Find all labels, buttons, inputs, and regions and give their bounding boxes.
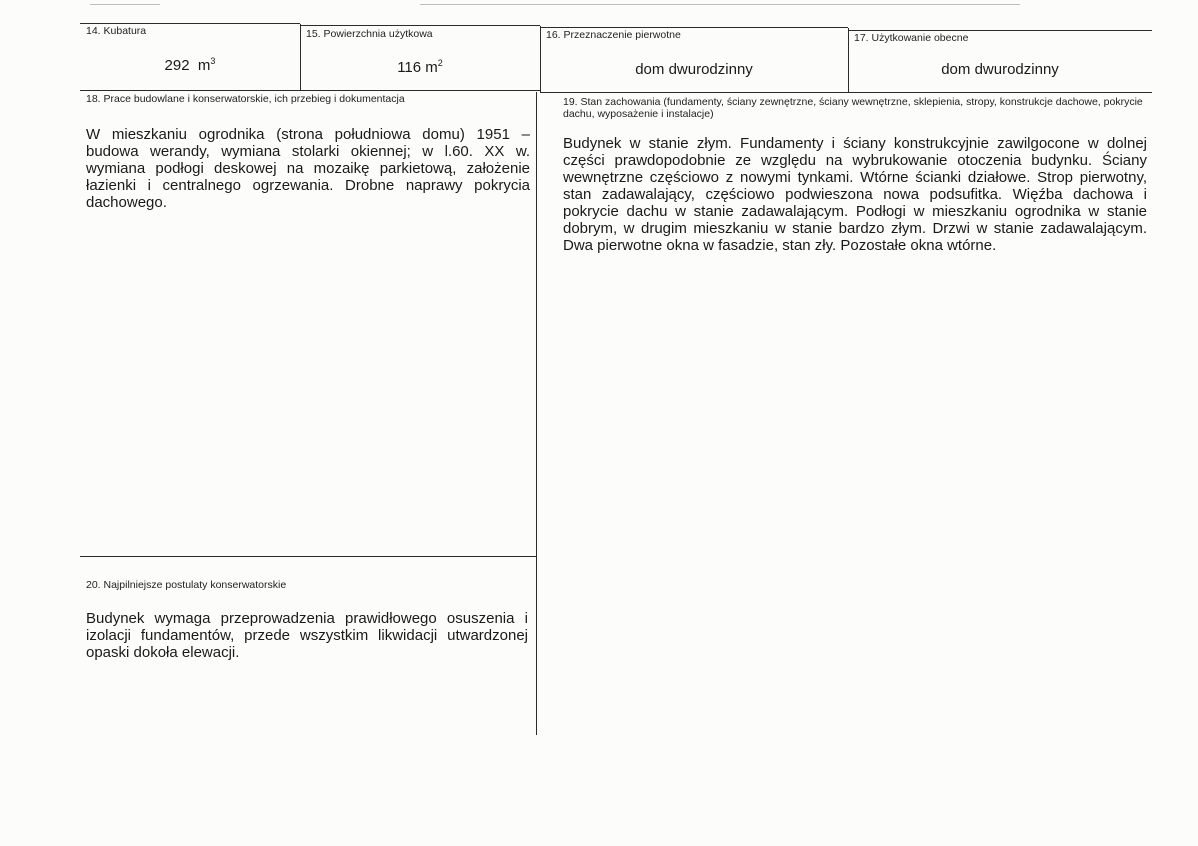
grid-line [80,90,540,91]
field-label: 16. Przeznaczenie pierwotne [546,29,681,41]
field-label: 14. Kubatura [86,25,147,37]
grid-line [536,92,537,735]
field-value: 292 $m^3$ [164,56,216,74]
grid-line [300,25,540,26]
field-label: 15. Powierzchnia użytkowa [306,28,433,40]
section-text: W mieszkaniu ogrodnika (strona południowa domu) 1951 – budowa werandy, wymiana stolarki okiennej; w l.60. XX w. wymiana podłogi deskowej na mozaikę parkietową, założenie łazienki i centralnego ogrzewania. Drobne naprawy pokrycia dachowego. [86,126,530,211]
field-value: dom dwurodzinny [635,61,753,78]
section-label: 19. Stan zachowania (fundamenty, ściany zewnętrzne, ściany wewnętrzne, sklepienia, stropy, konstrukcje dachowe, pokrycie dachu, wyposażenie i instalacje) [563,96,1143,120]
field-value: dom dwurodzinny [941,61,1059,78]
field-label: 17. Użytkowanie obecne [854,32,969,44]
scan-artifact-line [90,4,160,5]
grid-line [80,556,536,557]
grid-line [300,24,301,90]
grid-line [540,26,541,92]
section-text: Budynek w stanie złym. Fundamenty i ściany konstrukcyjnie zawilgocone w dolnej części prawdopodobnie ze względu na wybrukowanie otoczenia budynku. Ściany wewnętrzne częściowo z nowymi tynkami. Wtórne ścianki działowe. Strop pierwotny, stan zadawalający, częściowo podwieszona nowa podsufitka. Więźba dachowa i pokrycie dachu w stanie zadawalającym. Podłogi w mieszkaniu ogrodnika w stanie dobrym, w drugim mieszkaniu w stanie bardzo złym. Drzwi w stanie zadawalającym. Dwa pierwotne okna w fasadzie, stan zły. Pozostałe okna wtórne. [563,135,1147,254]
grid-line [540,92,1152,93]
grid-line [80,23,300,24]
field-value: 116 $m^2$ [397,58,443,76]
section-text: Budynek wymaga przeprowadzenia prawidłowego osuszenia i izolacji fundamentów, przede wszystkim likwidacji utwardzonej opaski dokoła elewacji. [86,610,528,661]
section-label: 20. Najpilniejsze postulaty konserwatorskie [86,579,287,591]
scan-artifact-line [420,4,1020,5]
section-label: 18. Prace budowlane i konserwatorskie, ich przebieg i dokumentacja [86,93,405,105]
grid-line [540,27,848,28]
grid-line [848,30,1152,31]
